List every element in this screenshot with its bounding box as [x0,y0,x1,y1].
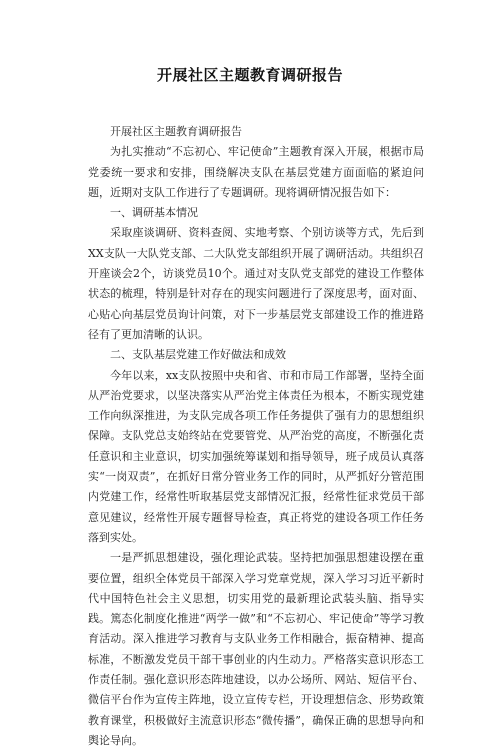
document-body [88,122,424,751]
document-title: 开展社区主题教育调研报告 [156,66,343,84]
ideology-paragraph: 一是严抓思想建设，强化理论武装。坚持把加强思想建设摆在重要位置，组织全体党员干部深入学习党章党规，深入学习习近平新时代中国特色社会主义思想，切实用党的最新理论武装头脑、指导实践。篤态化制度化推进“两学一做”和“不忘初心、牢记使命”等学习教育活动。深入推进学习教育与支队业务工作相融合，振奋精神、提高标准，不断激发党员干部干事创业的内生动力。严格落实意识形态工作责任制。强化意识形态阵地建设，以办公场所、网站、短信平台、微信平台作为宣传主阵地，设立宣传专栏，开设理想信念、形势政策教育课堂，积极做好主流意识形态“微传播”，确保正确的思想导向和舆论导向。 [88,551,424,747]
section-heading-1: 一、调研基本情况 [110,206,198,220]
section-heading-2: 二、支队基层党建工作好做法和成效 [110,348,286,362]
section-2-paragraph: 今年以来，xx支队按照中央和省、市和市局工作部署，坚持全面从严治党要求，以坚决落实从严治党主体责任为根本，不断实现党建工作向纵深推进，为支队完成各项工作任务提供了强有力的思想组织保障。支队党总支始终站在党要管党、从严治党的高度，不断强化责任意识和主业意识，切实加强统筹谋划和指导领导，班子成员认真落实“一岗双责”，在抓好日常分管业务工作的同时，从严抓好分管范围内党建工作，经常性听取基层党支部情况汇报，经常性征求党员干部意见建议，经常性开展专题督导检查，真正将党的建设各项工作任务落到实处。 [88,368,424,544]
body-heading: 开展社区主题教育调研报告 [110,125,242,138]
intro-paragraph: 为扎实推动“不忘初心、牢记使命”主题教育深入开展，根据市局党委统一要求和安排，围绕解决支队在基层党建方面面临的紧迫问题，近期对支队工作进行了专题调研。现将调研情况报告如下： [88,145,424,199]
section-1-paragraph: 采取座谈调研、资料查阅、实地考察、个别访谈等方式，先后到XX支队一大队党支部、二大队党支部组织开展了调研活动。共组织召开座谈会2个，访谈党员10个。通过对支队党支部党的建设工作整体状态的梳理，特别是针对存在的现实问题进行了深度思考，面对面、心贴心向基层党员询计问策，对下一步基层党支部建设工作的推进路径有了更加清晰的认识。 [88,226,424,341]
